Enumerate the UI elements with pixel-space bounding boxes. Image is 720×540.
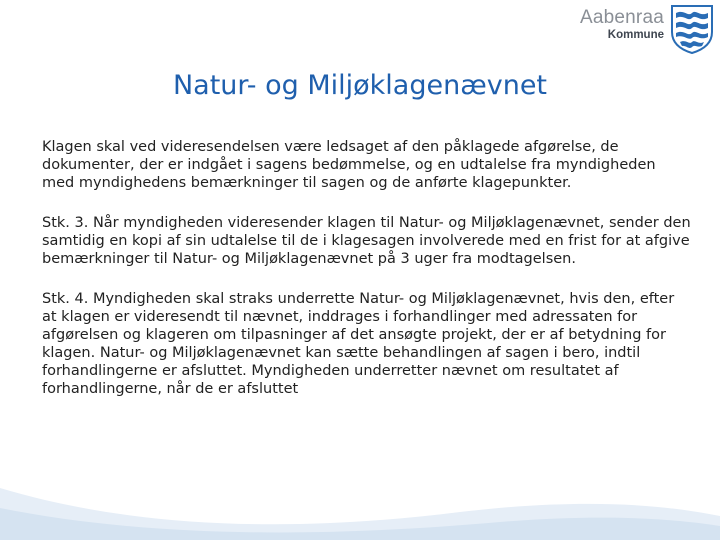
paragraph-stk-4: Stk. 4. Myndigheden skal straks underrette Natur- og Miljøklagenævnet, hvis den, efter at klagen er videresendt til nævnet, inddrages i forhandlinger med adressaten for afgørelsen og klageren om tilpasninger af det ansøgte projekt, der er af betydning for klagen. Natur- og Miljøklagenævnet kan sætte behandlingen af sagen i bero, indtil forhandlingerne er afsluttet. Myndigheden underretter nævnet om resultatet af forhandlingerne, når de er afsluttet [42, 291, 675, 397]
logo-subtitle: Kommune [607, 29, 664, 41]
decorative-wave [0, 470, 720, 540]
slide-title: Natur- og Miljøklagenævnet [172, 70, 548, 101]
paragraph-stk-3: Stk. 3. Når myndigheden videresender klagen til Natur- og Miljøklagenævnet, sender den samtidig en kopi af sin udtalelse til de i klagesagen involverede med en frist for at afgive bemærkninger til Natur- og Miljøklagenævnet på 3 uger fra modtagelsen. [42, 215, 691, 267]
logo-name: Aabenraa [579, 7, 664, 28]
slide-body [42, 138, 692, 420]
paragraph-intro: Klagen skal ved videresendelsen være ledsaget af den påklagede afgørelse, de dokumenter, der er indgået i sagens bedømmelse, og en udtalelse fra myndigheden med myndighedens bemærkninger til sagen og de anførte klagepunkter. [42, 139, 656, 191]
municipality-logo [574, 4, 714, 54]
aabenraa-crest-icon [670, 4, 714, 54]
